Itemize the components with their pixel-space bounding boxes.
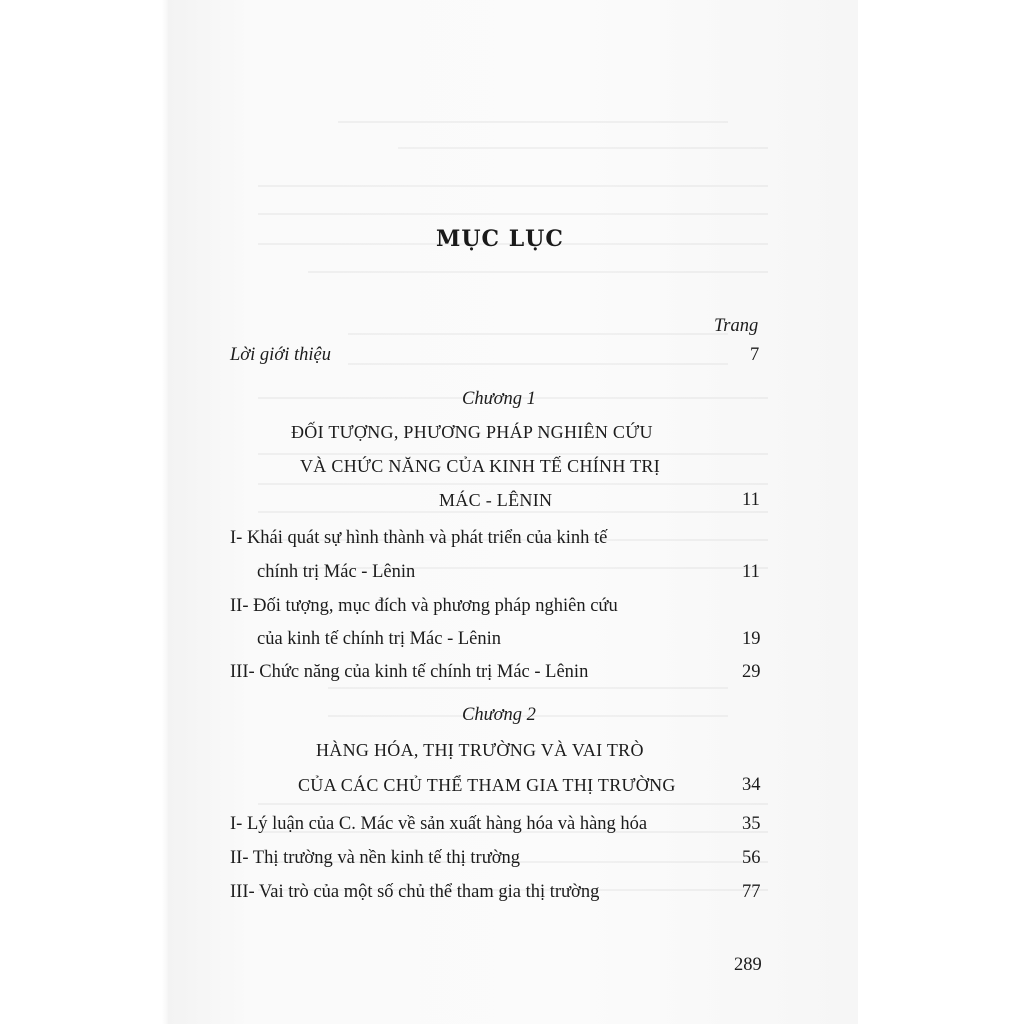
toc-page-2-3: 77	[742, 882, 761, 902]
toc-entry-1-2-line-2: của kinh tế chính trị Mác - Lênin	[257, 629, 502, 649]
toc-page-1-2: 19	[742, 629, 761, 649]
toc-entry-1-1-line-1: I- Khái quát sự hình thành và phát triển của kinh tế	[230, 528, 608, 548]
toc-entry-1-2-line-1: II- Đối tượng, mục đích và phương pháp nghiên cứu	[230, 596, 618, 616]
toc-title: MỤC LỤC	[436, 226, 564, 252]
chapter-1-title-line-1: ĐỐI TƯỢNG, PHƯƠNG PHÁP NGHIÊN CỨU	[291, 422, 653, 442]
toc-entry-1-1-line-2: chính trị Mác - Lênin	[257, 562, 416, 582]
toc-entry-2-1: I- Lý luận của C. Mác về sản xuất hàng hóa và hàng hóa	[230, 814, 648, 834]
toc-page-chapter-2: 34	[742, 775, 761, 795]
chapter-1-label: Chương 1	[462, 389, 536, 409]
toc-page-intro: 7	[750, 345, 760, 365]
toc-page-1-1: 11	[742, 562, 760, 582]
toc-page-1-3: 29	[742, 662, 761, 682]
chapter-2-label: Chương 2	[462, 705, 536, 725]
toc-entry-2-3: III- Vai trò của một số chủ thể tham gia thị trường	[230, 882, 600, 902]
chapter-2-title-line-2: CỦA CÁC CHỦ THỂ THAM GIA THỊ TRƯỜNG	[298, 775, 676, 795]
page-column-label: Trang	[714, 316, 759, 336]
toc-page-2-1: 35	[742, 814, 761, 834]
toc-page-chapter-1: 11	[742, 490, 760, 510]
toc-entry-2-2: II- Thị trường và nền kinh tế thị trường	[230, 848, 521, 868]
toc-entry-1-3: III- Chức năng của kinh tế chính trị Mác - Lênin	[230, 662, 589, 682]
chapter-2-title-line-1: HÀNG HÓA, THỊ TRƯỜNG VÀ VAI TRÒ	[316, 740, 644, 760]
show-through-texture	[168, 0, 858, 1024]
toc-page-2-2: 56	[742, 848, 761, 868]
chapter-1-title-line-3: MÁC - LÊNIN	[439, 490, 553, 510]
toc-entry-intro: Lời giới thiệu	[230, 345, 331, 365]
page-number: 289	[734, 955, 762, 975]
chapter-1-title-line-2: VÀ CHỨC NĂNG CỦA KINH TẾ CHÍNH TRỊ	[300, 456, 661, 476]
